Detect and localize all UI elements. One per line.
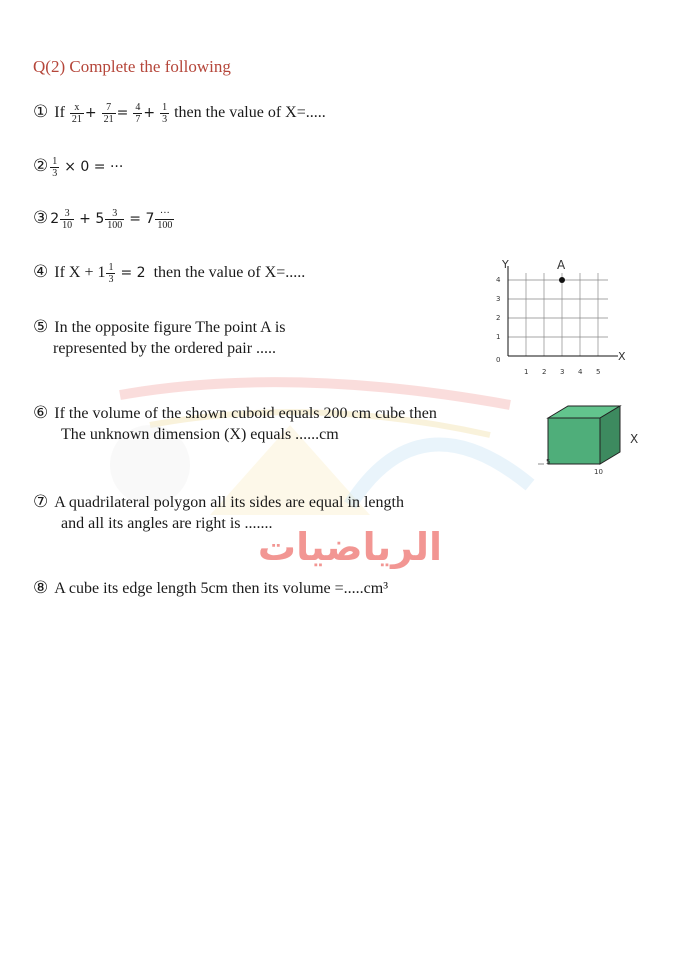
- question-title: Q(2) Complete the following: [33, 57, 231, 76]
- point-a-label: A: [557, 258, 566, 272]
- cuboid-length-label: 10: [594, 468, 603, 476]
- q2-rest: × 0 = ···: [64, 159, 124, 176]
- y-tick-2: 2: [496, 314, 501, 322]
- fraction-7-21: $\frac{7}{21}$: [103, 102, 114, 125]
- fraction-1-3: $\frac{1}{3}$: [52, 156, 58, 179]
- watermark: [90, 365, 560, 569]
- fraction-x-21: $\frac{x}{21}$: [71, 102, 82, 125]
- watermark-text: الرياضيات: [257, 525, 443, 569]
- x-tick-5: 5: [596, 368, 601, 376]
- number-7: ⑦: [33, 492, 49, 511]
- number-8: ⑧: [33, 578, 49, 597]
- q1-suffix: then the value of X=.....: [174, 104, 326, 122]
- point-a-marker: [559, 277, 565, 283]
- x-tick-3: 3: [560, 368, 565, 376]
- cuboid-x-label: X: [630, 432, 639, 446]
- number-4: ④: [33, 262, 49, 282]
- coordinate-grid: [478, 258, 638, 378]
- question-1: ① If $\frac{x}{21}$ + $\frac{7}{21}$ = $\frac{4}{7}$ + $\frac{1}{3}$ then the value of X=.....: [33, 102, 326, 125]
- question-3: ③ 2 $\frac{3}{10}$ + 5 $\frac{3}{100}$ = 7 $\frac{\cdot\cdot\cdot}{100}$: [33, 208, 173, 231]
- number-6: ⑥: [33, 403, 49, 422]
- fraction-blank-100: $\frac{\cdot\cdot\cdot}{100}$: [157, 208, 173, 231]
- question-5: ⑤ In the opposite figure The point A is represented by the ordered pair .....: [33, 317, 286, 357]
- fraction-1-3: $\frac{1}{3}$: [162, 102, 168, 125]
- q1-prefix: If: [54, 104, 65, 122]
- y-tick-4: 4: [496, 276, 501, 284]
- number-5: ⑤: [33, 317, 49, 336]
- question-8: ⑧ A cube its edge length 5cm then its volume =.....cm³: [33, 578, 389, 597]
- y-axis-label: Y: [502, 258, 509, 271]
- fraction-4-7: $\frac{4}{7}$: [135, 102, 141, 125]
- question-2: [33, 156, 123, 179]
- fraction-1-3: $\frac{1}{3}$: [108, 262, 114, 285]
- cuboid-figure: [538, 400, 668, 480]
- y-tick-3: 3: [496, 295, 501, 303]
- number-3: ③: [33, 208, 49, 228]
- fraction-3-100: $\frac{3}{100}$: [107, 208, 123, 231]
- cuboid-height-label: 5: [546, 458, 551, 466]
- x-tick-1: 1: [524, 368, 529, 376]
- x-tick-4: 4: [578, 368, 583, 376]
- number-1: ①: [33, 102, 49, 122]
- number-2: ②: [33, 156, 49, 176]
- question-6: ⑥ If the volume of the shown cuboid equals 200 cm cube then The unknown dimension (X) equals ......cm: [33, 403, 437, 443]
- cuboid-svg: [538, 400, 668, 480]
- x-axis-label: X: [618, 350, 626, 363]
- grid-svg: [478, 258, 638, 378]
- x-tick-2: 2: [542, 368, 547, 376]
- question-7: ⑦ A quadrilateral polygon all its sides are equal in length and all its angles are right is .......: [33, 492, 404, 532]
- fraction-3-10: $\frac{3}{10}$: [62, 208, 73, 231]
- origin-label: 0: [496, 356, 501, 364]
- y-tick-1: 1: [496, 333, 501, 341]
- question-4: ④ If X + 1 $\frac{1}{3}$ = 2 then the value of X=.....: [33, 262, 306, 285]
